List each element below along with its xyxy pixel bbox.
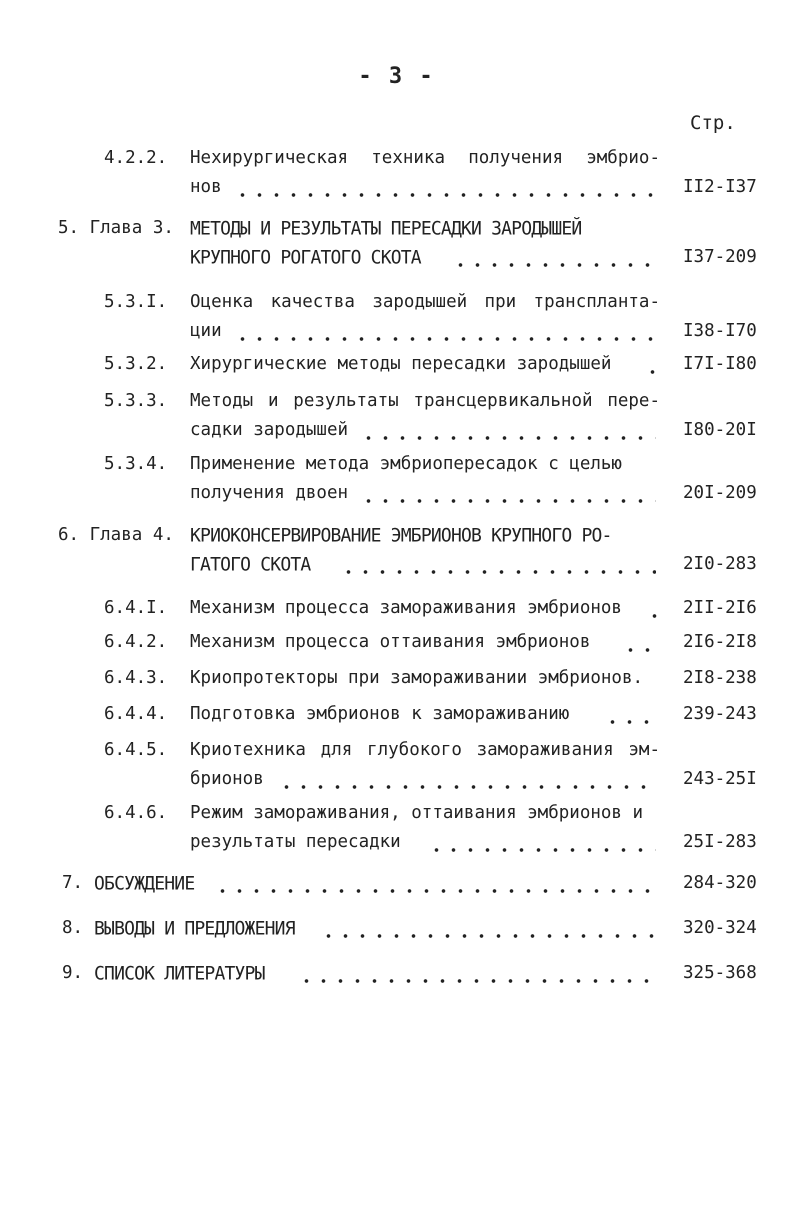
entry-number: 4.2.2. (104, 148, 168, 168)
entry-pages: 25I-283 (683, 832, 757, 852)
entry-title-line1: ОБСУЖДЕНИЕ (94, 872, 195, 895)
entry-title-line1: МЕТОДЫ И РЕЗУЛЬТАТЫ ПЕРЕСАДКИ ЗАРОДЫШЕЙ (190, 217, 582, 240)
dot-leader (298, 979, 658, 983)
dot-leader (452, 263, 656, 267)
entry-title-line2: нов (190, 177, 222, 197)
entry-title-line2: ГАТОГО СКОТА (190, 553, 311, 576)
entry-title-line1: Методы и результаты трансцервикальной пере- (190, 391, 660, 411)
entry-title-line1: ВЫВОДЫ И ПРЕДЛОЖЕНИЯ (94, 917, 295, 940)
entry-pages: 325-368 (683, 963, 757, 983)
entry-number: 6.4.6. (104, 803, 168, 823)
entry-pages: 2I6-2I8 (683, 632, 757, 652)
entry-title-line1: Оценка качества зародышей при транспланта- (190, 292, 660, 312)
entry-number: 7. (62, 873, 84, 893)
entry-title-line1: Подготовка эмбрионов к замораживанию (190, 704, 570, 724)
entry-number: 8. (62, 918, 84, 938)
entry-title-line2: ции (190, 321, 222, 341)
entry-title-line1: Криотехника для глубокого замораживания эм- (190, 740, 660, 760)
entry-pages: I38-I70 (683, 321, 757, 341)
entry-pages: I37-209 (683, 247, 757, 267)
entry-pages: 20I-209 (683, 483, 757, 503)
entry-number: 5.3.4. (104, 454, 168, 474)
entry-title-line1: КРИОКОНСЕРВИРОВАНИЕ ЭМБРИОНОВ КРУПНОГО РО- (190, 524, 612, 547)
entry-pages: 284-320 (683, 873, 757, 893)
entry-pages: 2I8-238 (683, 668, 757, 688)
entry-number: 6.4.5. (104, 740, 168, 760)
dot-leader (622, 648, 658, 652)
entry-title-line1: Хирургические методы пересадки зародышей (190, 354, 612, 374)
entry-number: 5.3.3. (104, 391, 168, 411)
entry-title-line1: СПИСОК ЛИТЕРАТУРЫ (94, 962, 265, 985)
entry-number: 6.4.3. (104, 668, 168, 688)
dot-leader (320, 934, 658, 938)
entry-pages: 2II-2I6 (683, 598, 757, 618)
entry-title-line2: результаты пересадки (190, 832, 401, 852)
entry-title-line2: КРУПНОГО РОГАТОГО СКОТА (190, 246, 421, 269)
entry-number: 6. Глава 4. (58, 525, 174, 545)
dot-leader (360, 499, 656, 503)
dot-leader (234, 337, 654, 341)
entry-number: 5.3.2. (104, 354, 168, 374)
dot-leader (234, 193, 654, 197)
dot-leader (340, 570, 656, 574)
dot-leader (214, 889, 658, 893)
pages-column-header: Стр. (690, 112, 736, 134)
entry-pages: I80-20I (683, 420, 757, 440)
entry-pages: II2-I37 (683, 177, 757, 197)
entry-title-line1: Механизм процесса оттаивания эмбрионов (190, 632, 591, 652)
dot-leader (644, 370, 658, 374)
dot-leader (360, 436, 656, 440)
entry-title-line1: Применение метода эмбриопересадок с целью (190, 454, 622, 474)
entry-number: 6.4.2. (104, 632, 168, 652)
entry-number: 6.4.4. (104, 704, 168, 724)
entry-number: 6.4.I. (104, 598, 168, 618)
entry-pages: 320-324 (683, 918, 757, 938)
page-number: - 3 - (358, 64, 435, 89)
dot-leader (646, 614, 660, 618)
entry-title-line1: Механизм процесса замораживания эмбрионов (190, 598, 622, 618)
entry-title-line2: брионов (190, 769, 264, 789)
entry-pages: 243-25I (683, 769, 757, 789)
entry-title-line1: Криопротекторы при замораживании эмбрионов. (190, 668, 644, 688)
entry-number: 9. (62, 963, 84, 983)
entry-title-line2: садки зародышей (190, 420, 349, 440)
entry-title-line1: Режим замораживания, оттаивания эмбрионов и (190, 803, 644, 823)
entry-pages: 239-243 (683, 704, 757, 724)
dot-leader (604, 720, 658, 724)
entry-number: 5.3.I. (104, 292, 168, 312)
dot-leader (428, 848, 656, 852)
entry-pages: I7I-I80 (683, 354, 757, 374)
dot-leader (278, 785, 656, 789)
entry-title-line2: получения двоен (190, 483, 349, 503)
entry-title-line1: Нехирургическая техника получения эмбрио- (190, 148, 660, 168)
entry-number: 5. Глава 3. (58, 218, 174, 238)
entry-pages: 2I0-283 (683, 554, 757, 574)
